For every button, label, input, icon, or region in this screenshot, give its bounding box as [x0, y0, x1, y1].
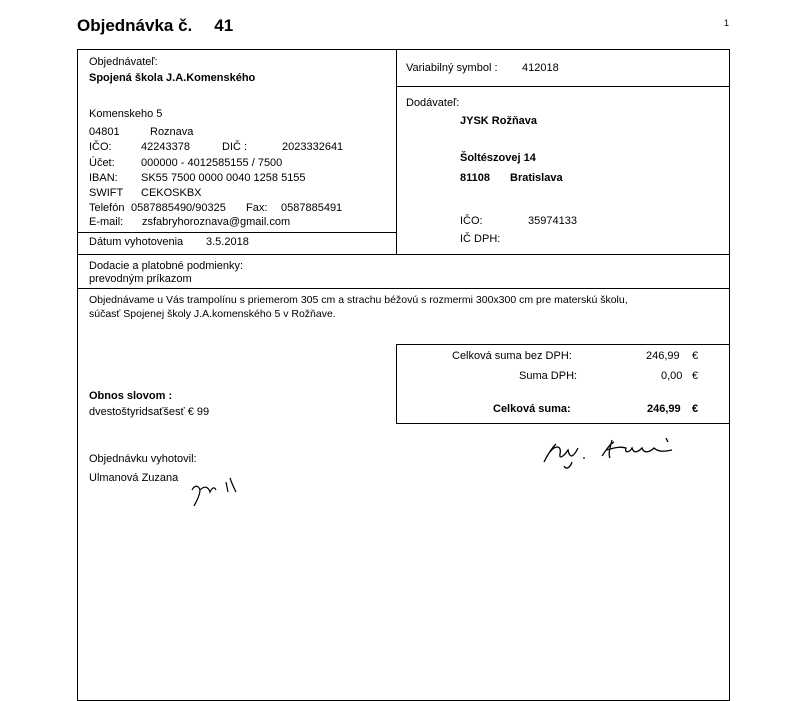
vat-label: Suma DPH: [519, 370, 578, 382]
grand-total-currency: € [692, 403, 699, 415]
terms-divider [77, 288, 729, 289]
supplier-ico-label: IČO: [460, 215, 483, 227]
supplier-city: Bratislava [510, 172, 563, 184]
supplier-street: Šoltészovej 14 [460, 152, 536, 164]
amount-words-value: dvestoštyridsaťšesť € 99 [89, 406, 210, 418]
grand-total-label: Celková suma: [493, 403, 571, 415]
vs-divider [396, 86, 729, 87]
issued-by-name: Ulmanová Zuzana [89, 472, 179, 484]
buyer-fax: 0587885491 [281, 202, 343, 214]
buyer-street: Komenskeho 5 [89, 108, 163, 120]
net-total-label: Celková suma bez DPH: [452, 350, 572, 362]
buyer-phone-label: Telefón [89, 202, 125, 214]
buyer-dic: 2023332641 [282, 141, 344, 153]
issuer-signature [188, 470, 248, 510]
buyer-name: Spojená škola J.A.Komenského [89, 72, 256, 84]
buyer-swift-label: SWIFT [89, 187, 124, 199]
buyer-iban-label: IBAN: [89, 172, 118, 184]
buyer-account: 000000 - 4012585155 / 7500 [141, 157, 283, 169]
address-section-divider [77, 254, 729, 255]
title-label: Objednávka č. [77, 16, 193, 35]
document-title [77, 16, 233, 36]
date-label: Dátum vyhotovenia [89, 236, 184, 248]
variable-symbol-label: Variabilný symbol : [406, 62, 498, 74]
buyer-email-label: E-mail: [89, 216, 124, 228]
supplier-icdph-label: IČ DPH: [460, 233, 501, 245]
approver-signature [540, 432, 690, 472]
description-line-1: Objednávame u Vás trampolínu s priemerom 305 cm a strachu béžovú s rozmermi 300x300 cm pre materskú školu, [89, 294, 628, 306]
column-divider [396, 49, 397, 254]
vat-value: 0,00 [661, 370, 683, 382]
amount-words-label: Obnos slovom : [89, 390, 173, 402]
terms-value: prevodným príkazom [89, 273, 192, 285]
description-line-2: súčasť Spojenej školy J.A.komenského 5 v Rožňave. [89, 308, 336, 320]
net-total-currency: € [692, 350, 699, 362]
terms-label: Dodacie a platobné podmienky: [89, 260, 244, 272]
vat-currency: € [692, 370, 699, 382]
buyer-fax-label: Fax: [246, 202, 268, 214]
buyer-city: Roznava [150, 126, 194, 138]
buyer-iban: SK55 7500 0000 0040 1258 5155 [141, 172, 306, 184]
buyer-label: Objednávateľ: [89, 56, 158, 68]
variable-symbol-value: 412018 [522, 62, 559, 74]
buyer-email: zsfabryhoroznava@gmail.com [142, 216, 291, 228]
supplier-label: Dodávateľ: [406, 97, 460, 109]
issue-date: 3.5.2018 [206, 236, 249, 248]
buyer-ico: 42243378 [141, 141, 190, 153]
order-number: 41 [214, 16, 234, 35]
supplier-ico: 35974133 [528, 215, 577, 227]
net-total-value: 246,99 [646, 350, 680, 362]
date-divider-top [77, 232, 397, 233]
buyer-dic-label: DIČ : [222, 141, 248, 153]
grand-total-value: 246,99 [647, 403, 681, 415]
issued-by-label: Objednávku vyhotovil: [89, 453, 197, 465]
page-mark: 1 [724, 18, 730, 28]
buyer-account-label: Účet: [89, 157, 115, 169]
buyer-swift: CEKOSKBX [141, 187, 202, 199]
buyer-ico-label: IČO: [89, 141, 112, 153]
supplier-zip: 81108 [460, 172, 490, 184]
buyer-zip: 04801 [89, 126, 120, 138]
buyer-phone: 0587885490/90325 [131, 202, 226, 214]
supplier-name: JYSK Rožňava [460, 115, 538, 127]
